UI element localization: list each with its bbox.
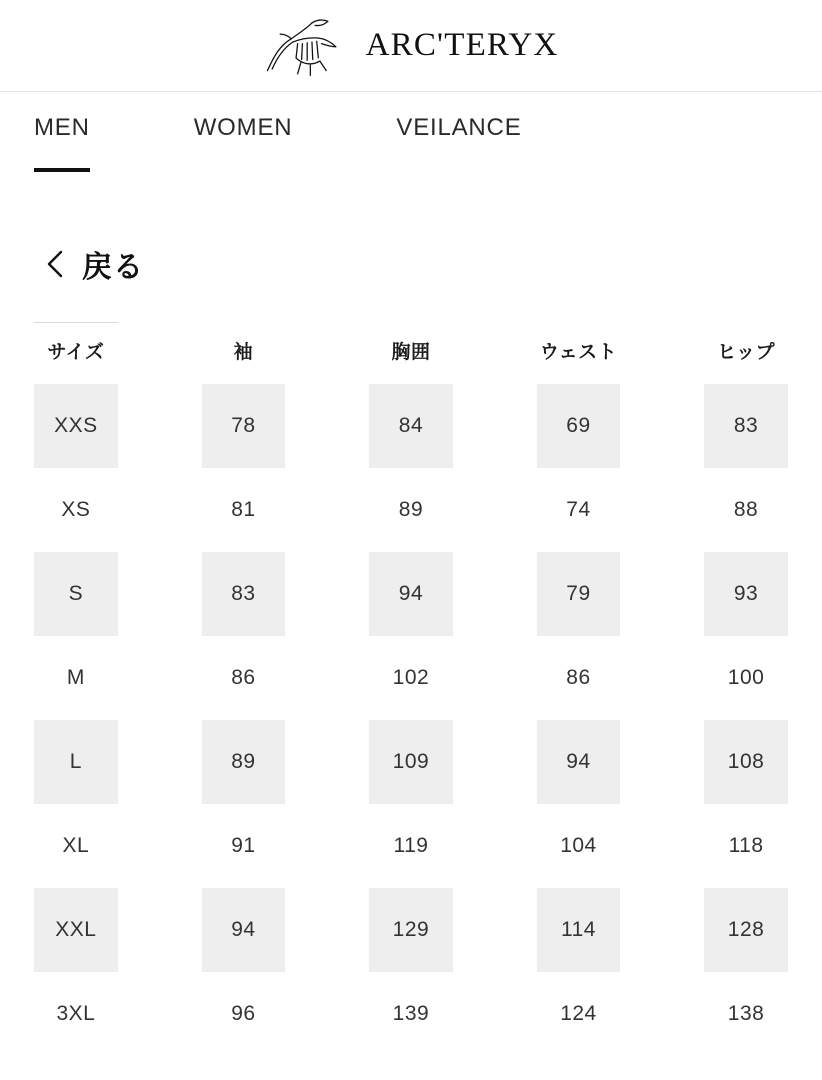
primary-nav: [0, 92, 822, 184]
cell-waist: 79: [537, 552, 621, 636]
table-row: [34, 468, 788, 552]
cell-chest: 139: [392, 1002, 430, 1025]
cell-spacer: [118, 636, 202, 720]
cell-sleeve: 81: [231, 498, 256, 521]
cell-waist: 94: [537, 720, 621, 804]
table-row: [34, 552, 788, 636]
cell-chest: 129: [369, 888, 453, 972]
cell-chest: 119: [393, 834, 429, 857]
chevron-left-icon: [46, 249, 64, 279]
cell-spacer: [285, 552, 369, 636]
cell-sleeve: 86: [231, 666, 256, 689]
cell-spacer: [453, 804, 537, 888]
cell-sleeve: 83: [202, 552, 286, 636]
col-spacer: [285, 323, 369, 385]
cell-hip: 118: [728, 834, 764, 857]
cell-spacer: [285, 384, 369, 468]
cell-sleeve: 96: [231, 1002, 256, 1025]
cell-hip: 128: [704, 888, 788, 972]
cell-chest: 94: [369, 552, 453, 636]
arcteryx-bird-fossil-logo-icon: [256, 15, 352, 77]
col-spacer: [118, 323, 202, 385]
cell-spacer: [285, 468, 369, 552]
cell-waist: 124: [560, 1002, 597, 1025]
cell-spacer: [118, 804, 202, 888]
size-chart-table: [34, 322, 788, 1056]
col-header-sleeve: 袖: [233, 341, 254, 363]
col-spacer: [453, 323, 537, 385]
cell-waist: 104: [560, 834, 597, 857]
cell-spacer: [620, 972, 704, 1056]
cell-spacer: [620, 468, 704, 552]
col-header-waist: ウェスト: [539, 341, 618, 363]
cell-spacer: [620, 804, 704, 888]
nav-tab-veilance-label: VEILANCE: [396, 114, 522, 141]
cell-size: XL: [62, 834, 90, 857]
cell-size: M: [66, 666, 85, 689]
cell-waist: 69: [537, 384, 621, 468]
table-row: [34, 888, 788, 972]
cell-hip: 93: [704, 552, 788, 636]
nav-tab-women-label: WOMEN: [193, 114, 293, 141]
cell-spacer: [285, 720, 369, 804]
size-chart-table-wrap: [0, 286, 822, 1056]
cell-size: XXS: [34, 384, 118, 468]
back-link-label: 戻る: [82, 251, 144, 284]
size-chart-body: [34, 384, 788, 1056]
cell-chest: 89: [398, 498, 424, 521]
cell-spacer: [118, 972, 202, 1056]
col-header-hip: ヒップ: [717, 341, 776, 363]
cell-spacer: [453, 720, 537, 804]
brand-wordmark: ARC'TERYX: [365, 27, 559, 63]
table-row: [34, 972, 788, 1056]
nav-tab-men[interactable]: [34, 92, 90, 142]
cell-spacer: [453, 384, 537, 468]
cell-hip: 100: [727, 666, 765, 689]
cell-spacer: [453, 972, 537, 1056]
cell-sleeve: 91: [231, 834, 256, 857]
cell-spacer: [453, 636, 537, 720]
table-row: [34, 636, 788, 720]
cell-waist: 114: [537, 888, 621, 972]
cell-sleeve: 94: [202, 888, 286, 972]
table-row: [34, 804, 788, 888]
cell-waist: 86: [566, 666, 591, 689]
cell-size: XS: [61, 498, 91, 521]
table-header-row: [34, 323, 788, 385]
cell-sleeve: 78: [202, 384, 286, 468]
cell-spacer: [620, 636, 704, 720]
cell-hip: 138: [727, 1002, 765, 1025]
cell-spacer: [620, 888, 704, 972]
table-row: [34, 720, 788, 804]
col-header-chest: 胸囲: [391, 341, 431, 363]
cell-hip: 88: [733, 498, 759, 521]
cell-spacer: [118, 720, 202, 804]
cell-chest: 102: [392, 666, 430, 689]
cell-hip: 83: [704, 384, 788, 468]
cell-size: S: [34, 552, 118, 636]
cell-spacer: [453, 468, 537, 552]
cell-chest: 109: [369, 720, 453, 804]
cell-hip: 108: [704, 720, 788, 804]
cell-spacer: [118, 384, 202, 468]
brand-logo[interactable]: [256, 15, 559, 77]
cell-spacer: [118, 468, 202, 552]
cell-spacer: [620, 384, 704, 468]
col-header-size: サイズ: [34, 323, 118, 385]
cell-size: 3XL: [56, 1002, 96, 1025]
cell-chest: 84: [369, 384, 453, 468]
cell-spacer: [620, 552, 704, 636]
cell-spacer: [118, 888, 202, 972]
size-chart-head: [34, 323, 788, 385]
cell-spacer: [620, 720, 704, 804]
nav-tab-women[interactable]: [194, 92, 293, 142]
cell-spacer: [285, 636, 369, 720]
nav-tab-men-label: MEN: [34, 114, 90, 141]
cell-size: L: [34, 720, 118, 804]
nav-tab-veilance[interactable]: [396, 92, 521, 142]
cell-spacer: [118, 552, 202, 636]
table-row: [34, 384, 788, 468]
col-spacer: [620, 323, 704, 385]
cell-spacer: [285, 972, 369, 1056]
cell-spacer: [285, 888, 369, 972]
cell-sleeve: 89: [202, 720, 286, 804]
cell-spacer: [453, 552, 537, 636]
cell-size: XXL: [34, 888, 118, 972]
cell-spacer: [453, 888, 537, 972]
nav-active-underline: [34, 168, 90, 172]
cell-waist: 74: [566, 498, 591, 521]
site-header: [0, 0, 822, 92]
cell-spacer: [285, 804, 369, 888]
back-link[interactable]: [0, 184, 822, 286]
